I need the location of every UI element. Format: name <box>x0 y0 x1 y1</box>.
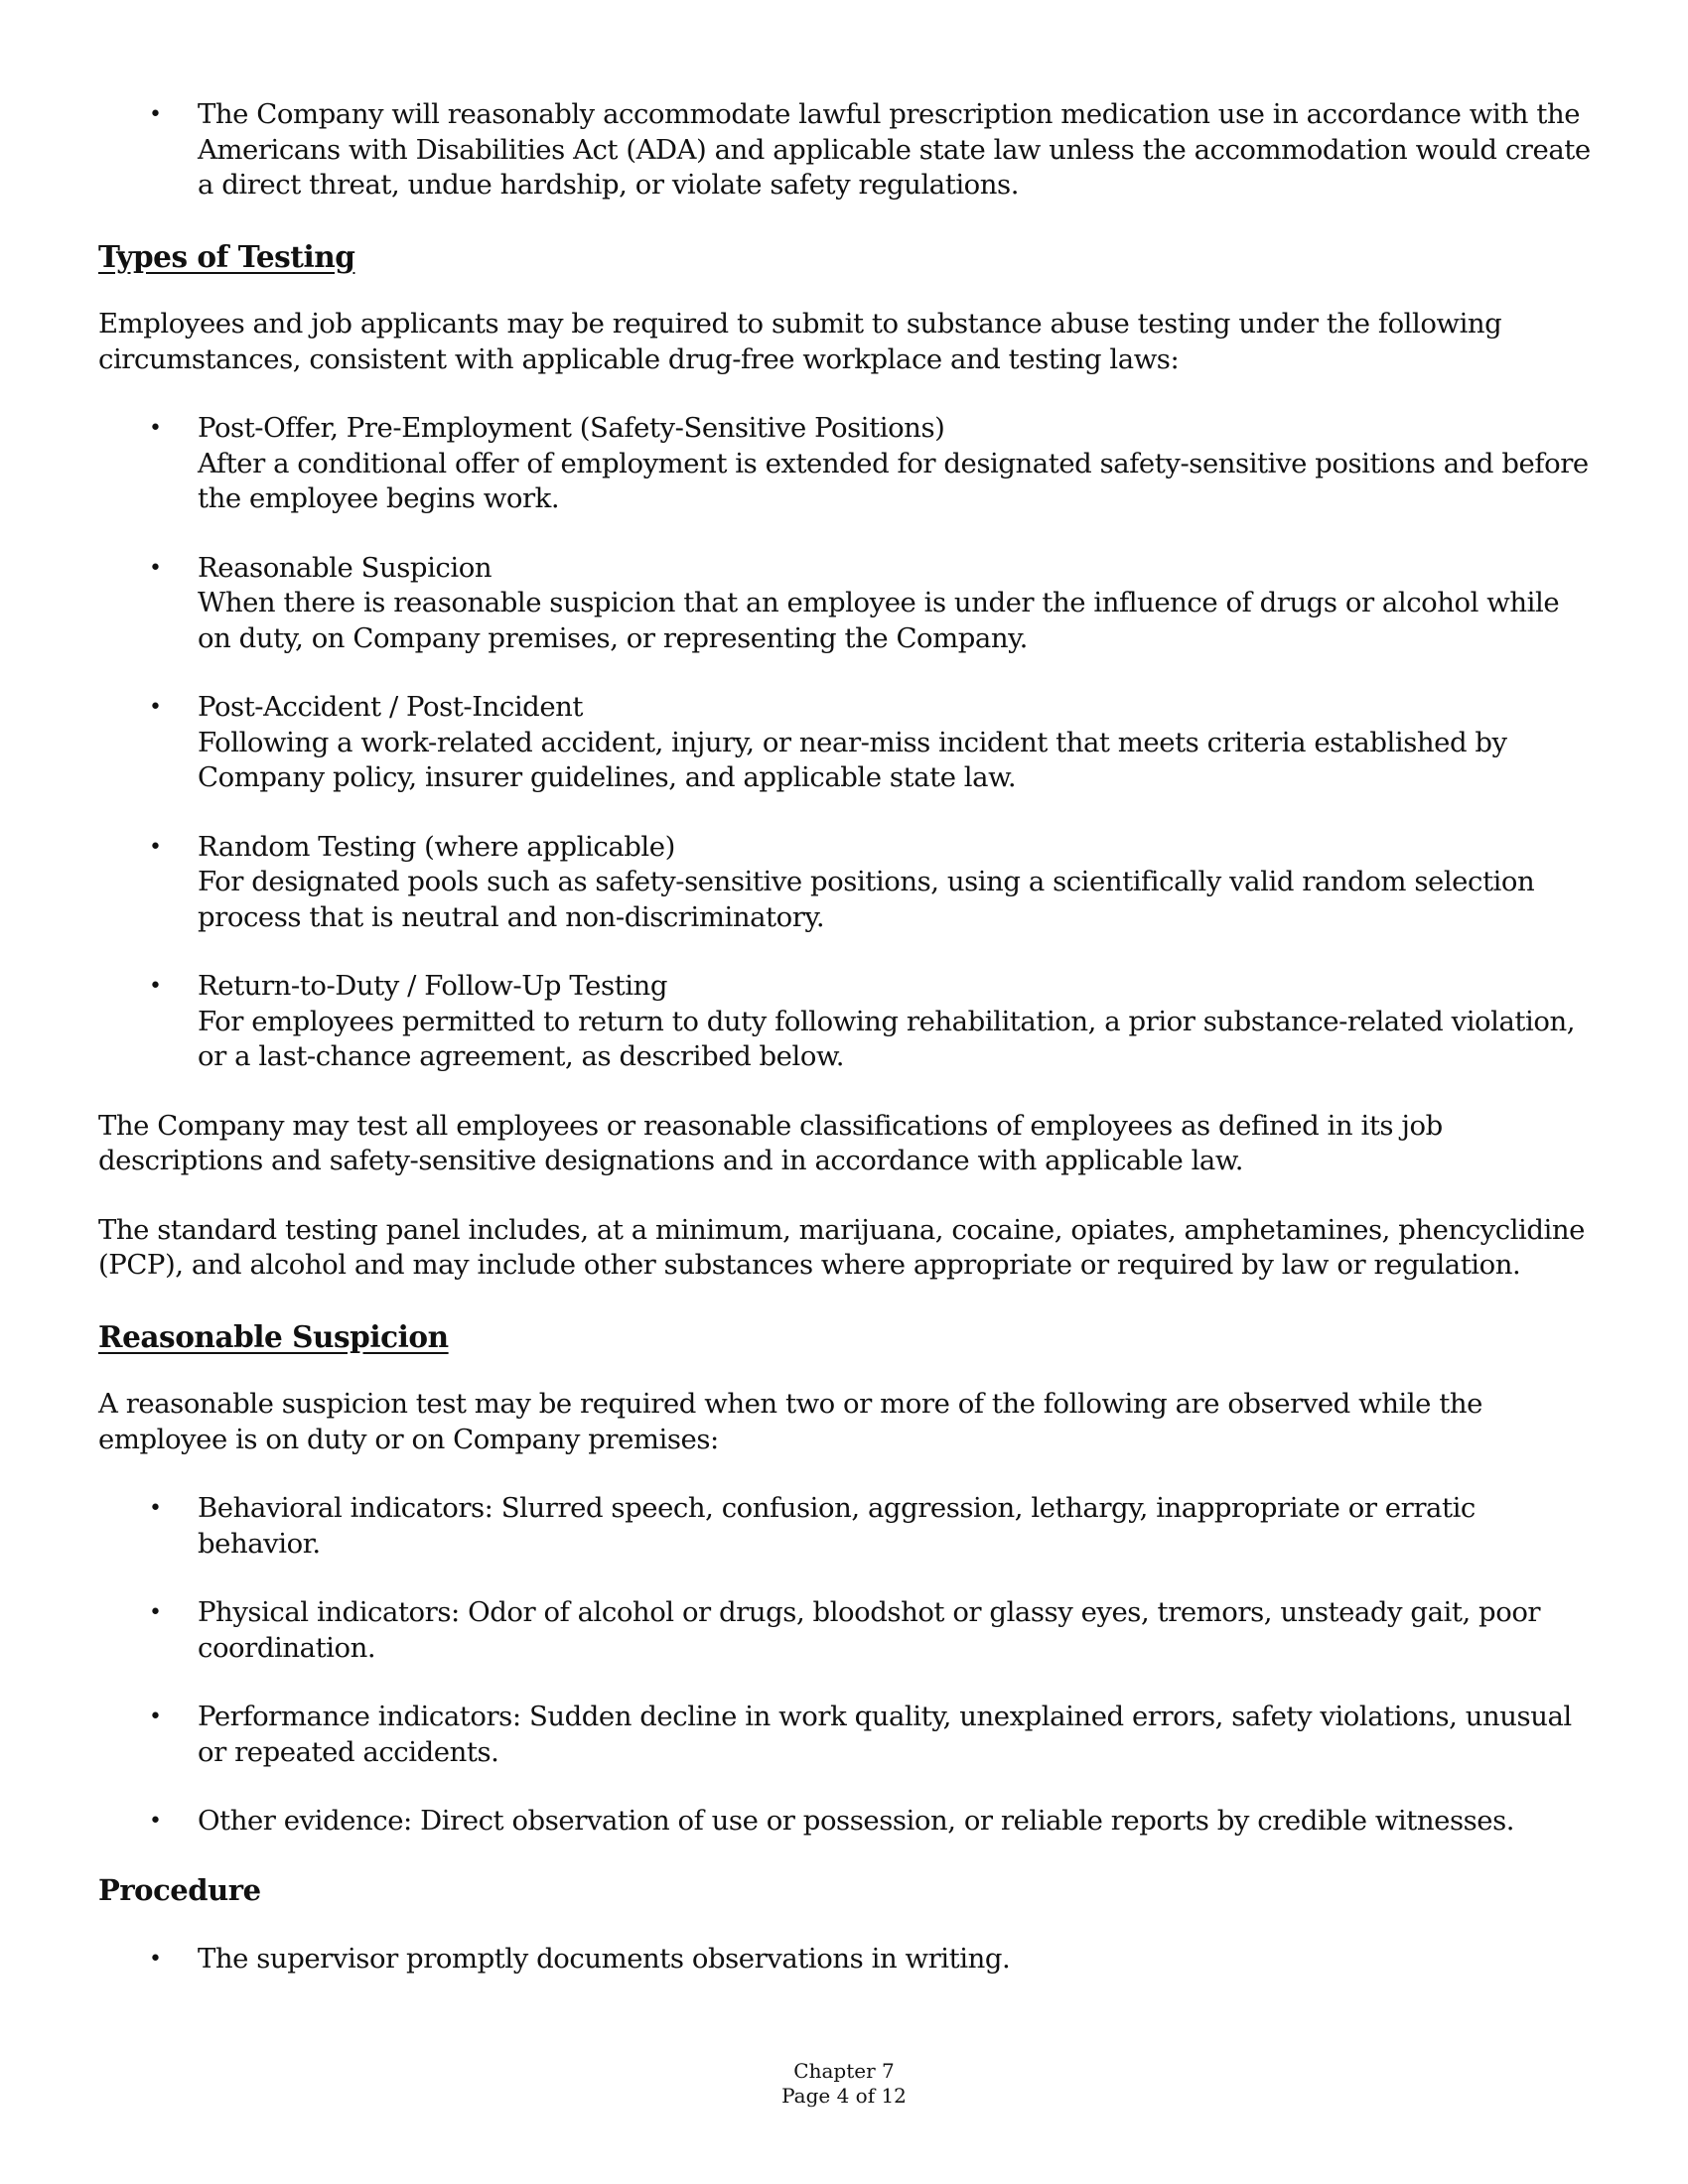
testing-type-description: For designated pools such as safety-sensitive positions, using a scientifically valid random selection process that is neutral and non-discriminatory. <box>198 866 1535 933</box>
list-item <box>98 969 1593 1075</box>
bullet-icon: • <box>149 695 162 720</box>
testing-type-description: Following a work-related accident, injury, or near-miss incident that meets criteria established by Company policy, insurer guidelines, and applicable state law. <box>198 726 1507 793</box>
list-item <box>98 1804 1593 1840</box>
footer-chapter: Chapter 7 <box>793 2059 895 2083</box>
bullet-icon: • <box>149 834 162 860</box>
list-item <box>98 411 1593 517</box>
bullet-icon: • <box>149 102 162 127</box>
testing-type-title: Random Testing (where applicable) <box>198 830 675 863</box>
page-content <box>98 97 1593 1978</box>
list-item <box>98 1491 1593 1562</box>
testing-types-list <box>98 411 1593 1075</box>
testing-type-description: When there is reasonable suspicion that an employee is under the influence of drugs or alcohol while on duty, on Company premises, or representing the Company. <box>198 587 1560 654</box>
indicators-list <box>98 1491 1593 1840</box>
procedure-step-text: The supervisor promptly documents observations in writing. <box>198 1943 1011 1975</box>
list-item <box>98 1942 1593 1978</box>
types-of-testing-intro: Employees and job applicants may be required to submit to substance abuse testing under the following circumstances, consistent with applicable drug-free workplace and testing laws: <box>98 308 1502 375</box>
list-item <box>98 97 1593 204</box>
intro-bullet-text: The Company will reasonably accommodate lawful prescription medication use in accordance with the Americans with Disabilities Act (ADA) and applicable state law unless the accommodation would create a direct threat, undue hardship, or violate safety regulations. <box>198 98 1591 201</box>
section-heading-types-of-testing: Types of Testing <box>98 238 355 274</box>
list-item <box>98 830 1593 936</box>
testing-type-title: Post-Offer, Pre-Employment (Safety-Sensitive Positions) <box>198 412 945 444</box>
bullet-icon: • <box>149 1705 162 1729</box>
classification-paragraph: The Company may test all employees or reasonable classifications of employees as defined in its job descriptions and safety-sensitive designations and in accordance with applicable law. <box>98 1109 1443 1176</box>
indicator-text: Performance indicators: Sudden decline in work quality, unexplained errors, safety violations, unusual or repeated accidents. <box>198 1701 1572 1768</box>
testing-type-description: For employees permitted to return to duty following rehabilitation, a prior substance-related violation, or a last-chance agreement, as described below. <box>198 1005 1576 1072</box>
list-item <box>98 551 1593 657</box>
list-item <box>98 690 1593 796</box>
section-heading-reasonable-suspicion: Reasonable Suspicion <box>98 1318 449 1354</box>
bullet-icon: • <box>149 974 162 999</box>
reasonable-suspicion-intro: A reasonable suspicion test may be required when two or more of the following are observed while the employee is on duty or on Company premises: <box>98 1388 1482 1455</box>
bullet-icon: • <box>149 1947 162 1972</box>
bullet-icon: • <box>149 1600 162 1625</box>
bullet-icon: • <box>149 416 162 441</box>
footer-page-number: Page 4 of 12 <box>781 2084 907 2108</box>
page-footer <box>0 2059 1688 2109</box>
list-item <box>98 1700 1593 1770</box>
bullet-icon: • <box>149 1496 162 1521</box>
testing-type-description: After a conditional offer of employment is extended for designated safety-sensitive positions and before the employee begins work. <box>198 447 1589 514</box>
testing-type-title: Reasonable Suspicion <box>198 551 492 584</box>
intro-bullet-list <box>98 97 1593 204</box>
bullet-icon: • <box>149 1809 162 1834</box>
procedure-heading: Procedure <box>98 1872 261 1907</box>
testing-type-title: Return-to-Duty / Follow-Up Testing <box>198 970 667 1002</box>
list-item <box>98 1595 1593 1666</box>
indicator-text: Other evidence: Direct observation of use or possession, or reliable reports by credible witnesses. <box>198 1805 1515 1837</box>
bullet-icon: • <box>149 555 162 581</box>
procedure-list <box>98 1942 1593 1978</box>
indicator-text: Behavioral indicators: Slurred speech, confusion, aggression, lethargy, inappropriate or erratic behavior. <box>198 1492 1476 1560</box>
testing-type-title: Post-Accident / Post-Incident <box>198 691 584 723</box>
testing-panel-paragraph: The standard testing panel includes, at a minimum, marijuana, cocaine, opiates, amphetamines, phencyclidine (PCP), and alcohol and may include other substances where appropriate or required by law or regulation. <box>98 1213 1585 1281</box>
indicator-text: Physical indicators: Odor of alcohol or drugs, bloodshot or glassy eyes, tremors, unsteady gait, poor coordination. <box>198 1596 1541 1664</box>
